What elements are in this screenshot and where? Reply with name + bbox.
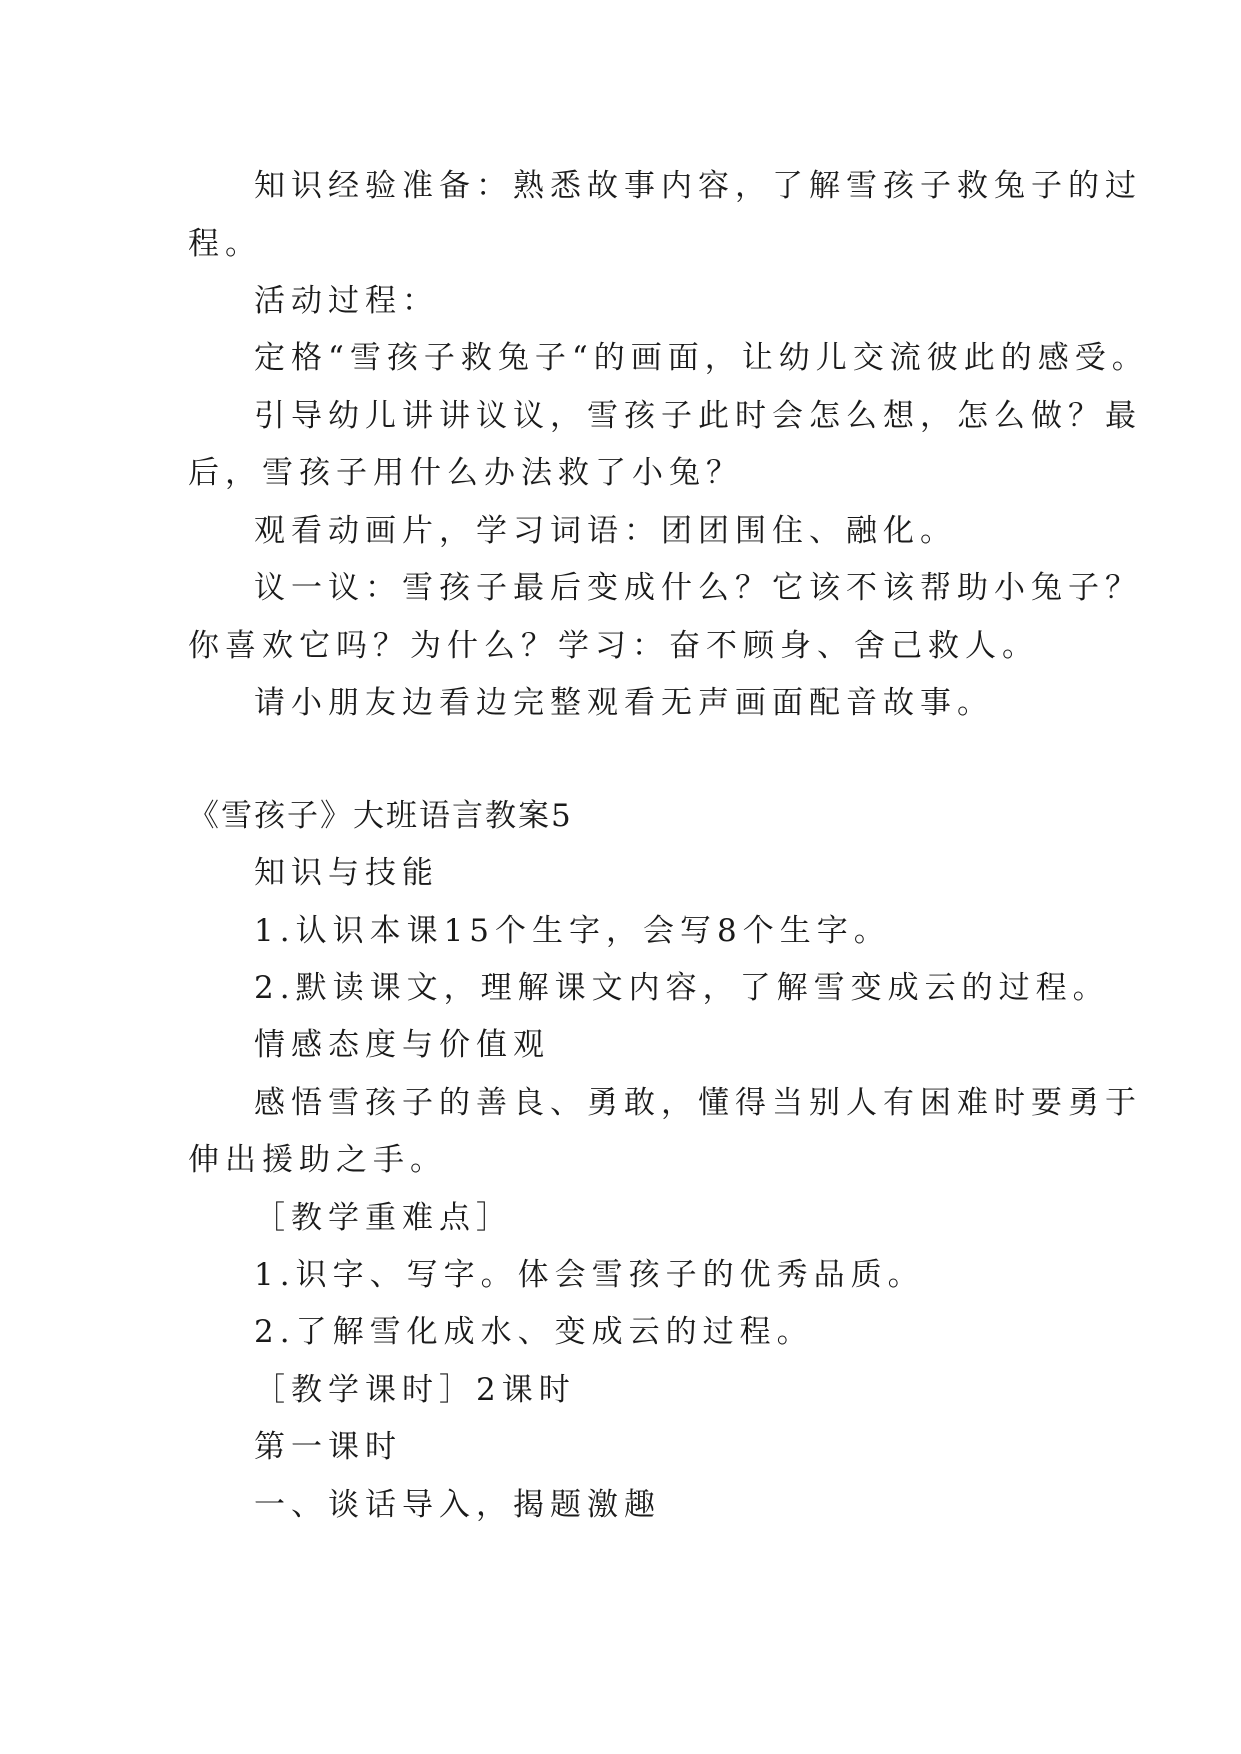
- paragraph-line: 第一课时: [254, 1429, 402, 1465]
- paragraph-line: 2.默读课文，理解课文内容，了解雪变成云的过程。: [254, 970, 1110, 1006]
- paragraph-line: 1.识字、写字。体会雪孩子的优秀品质。: [254, 1257, 925, 1293]
- paragraph-line: 引导幼儿讲讲议议，雪孩子此时会怎么想，怎么做？最: [254, 398, 1142, 434]
- paragraph-line: 一、谈话导入，揭题激趣: [254, 1487, 661, 1523]
- paragraph-line: 感悟雪孩子的善良、勇敢，懂得当别人有困难时要勇于: [254, 1085, 1142, 1121]
- paragraph-line: 活动过程：: [254, 283, 439, 319]
- paragraph-line: ［教学重难点］: [254, 1200, 513, 1236]
- paragraph-line: 你喜欢它吗？为什么？学习：奋不顾身、舍己救人。: [188, 628, 1039, 664]
- paragraph-line: 知识与技能: [254, 855, 439, 891]
- paragraph-line: 后，雪孩子用什么办法救了小兔？: [188, 455, 743, 491]
- paragraph-line: 2.了解雪化成水、变成云的过程。: [254, 1314, 814, 1350]
- paragraph-line: 观看动画片，学习词语：团团围住、融化。: [254, 513, 957, 549]
- paragraph-line: 伸出援助之手。: [188, 1142, 447, 1178]
- paragraph-line: 请小朋友边看边完整观看无声画面配音故事。: [254, 685, 994, 721]
- paragraph-line: ［教学课时］2课时: [254, 1372, 576, 1408]
- paragraph-line: 议一议：雪孩子最后变成什么？它该不该帮助小兔子？: [254, 570, 1142, 606]
- paragraph-line: 情感态度与价值观: [254, 1027, 550, 1063]
- paragraph-line: 定格“雪孩子救兔子“的画面，让幼儿交流彼此的感受。: [254, 340, 1149, 376]
- paragraph-line: 1.认识本课15个生字，会写8个生字。: [254, 913, 891, 949]
- paragraph-line: 程。: [188, 226, 262, 262]
- paragraph-line: 知识经验准备：熟悉故事内容，了解雪孩子救兔子的过: [254, 168, 1142, 204]
- section-heading: 《雪孩子》大班语言教案5: [188, 798, 573, 834]
